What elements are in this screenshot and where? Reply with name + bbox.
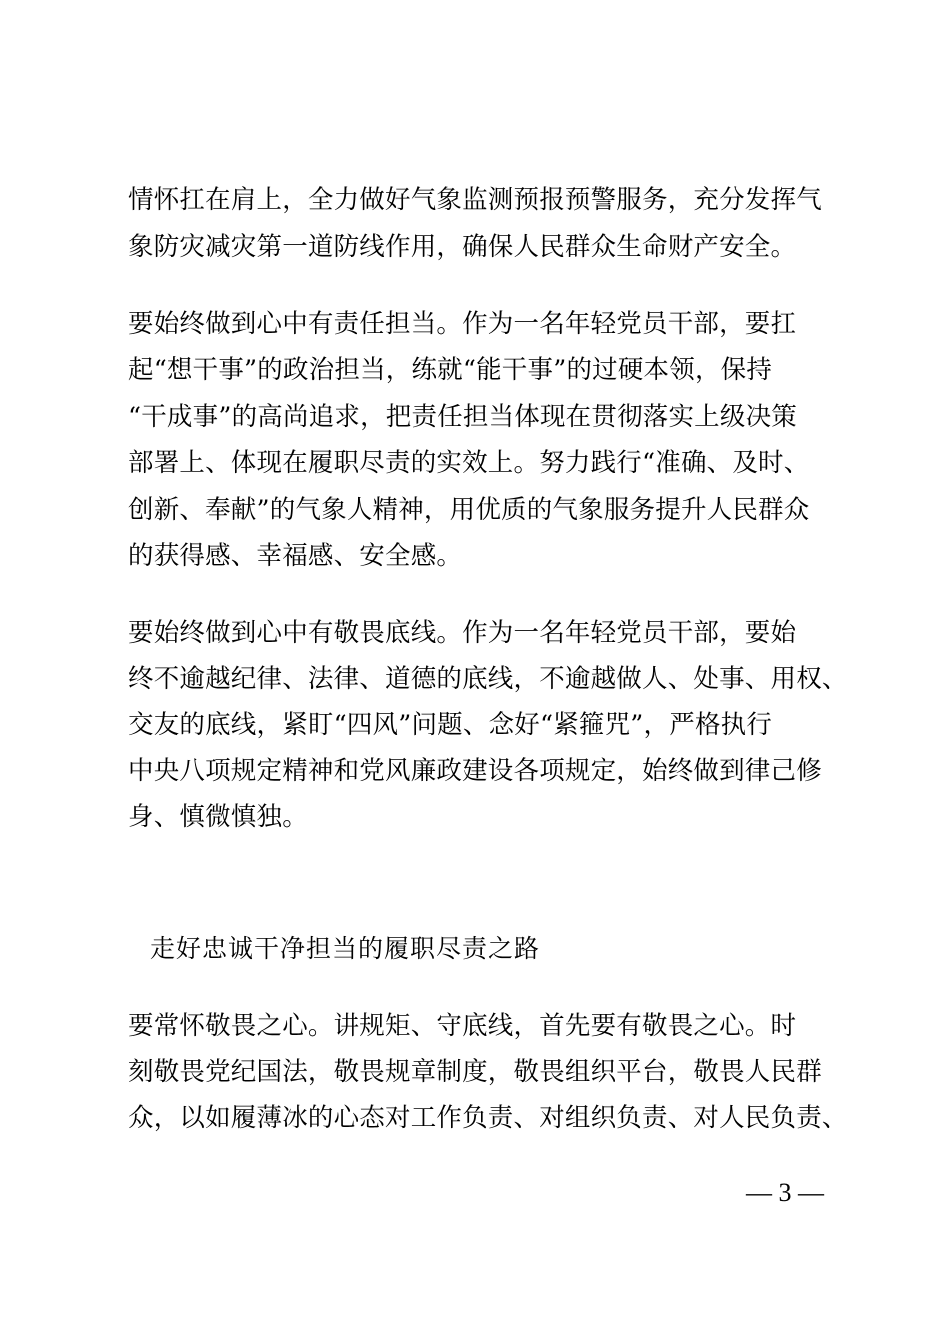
paragraph-2-line-3: “干成事”的高尚追求，把责任担当体现在贯彻落实上级决策 bbox=[128, 402, 797, 432]
paragraph-3-line-5: 身、慎微慎独。 bbox=[128, 802, 308, 832]
paragraph-4-line-1: 要常怀敬畏之心。讲规矩、守底线，首先要有敬畏之心。时 bbox=[128, 1011, 797, 1041]
paragraph-2-line-4: 部署上、体现在履职尽责的实效上。努力践行“准确、及时、 bbox=[128, 448, 810, 478]
paragraph-4-line-2: 刻敬畏党纪国法，敬畏规章制度，敬畏组织平台，敬畏人民群 bbox=[128, 1057, 822, 1087]
paragraph-2-line-6: 的获得感、幸福感、安全感。 bbox=[128, 541, 463, 571]
paragraph-2-line-2: 起“想干事”的政治担当，练就“能干事”的过硬本领，保持 bbox=[128, 355, 773, 385]
paragraph-3-line-1: 要始终做到心中有敬畏底线。作为一名年轻党员干部，要始 bbox=[128, 618, 797, 648]
paragraph-3-line-4: 中央八项规定精神和党风廉政建设各项规定，始终做到律己修 bbox=[128, 756, 822, 786]
page-number: — 3 — bbox=[746, 1178, 824, 1207]
paragraph-2-line-1: 要始终做到心中有责任担当。作为一名年轻党员干部，要扛 bbox=[128, 309, 797, 339]
section-heading: 走好忠诚干净担当的履职尽责之路 bbox=[150, 934, 541, 963]
paragraph-1-line-1: 情怀扛在肩上，全力做好气象监测预报预警服务，充分发挥气 bbox=[128, 185, 822, 215]
paragraph-3-line-2: 终不逾越纪律、法律、道德的底线，不逾越做人、处事、用权、 bbox=[128, 664, 848, 694]
paragraph-4-line-3: 众，以如履薄冰的心态对工作负责、对组织负责、对人民负责、 bbox=[128, 1103, 848, 1133]
paragraph-2-line-5: 创新、奉献”的气象人精神，用优质的气象服务提升人民群众 bbox=[128, 495, 810, 525]
paragraph-3-line-3: 交友的底线，紧盯“四风”问题、念好“紧箍咒”，严格执行 bbox=[128, 710, 773, 740]
paragraph-1-line-2: 象防灾减灾第一道防线作用，确保人民群众生命财产安全。 bbox=[128, 232, 797, 262]
